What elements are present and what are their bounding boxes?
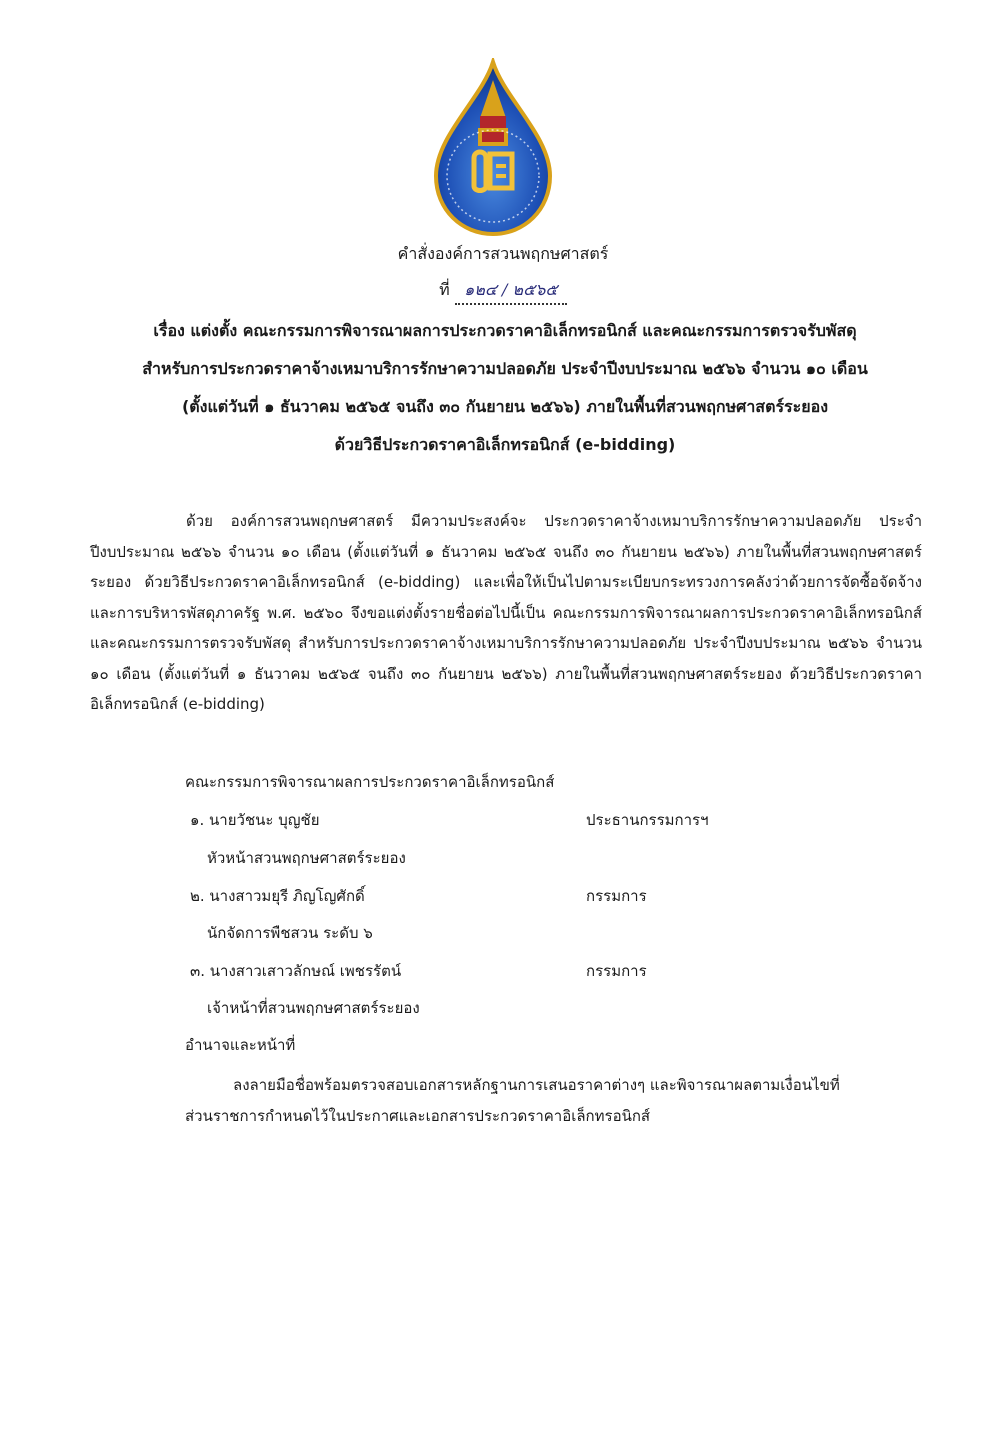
member-3-name: ๓. นางสาวเสาวลักษณ์ เพชรรัตน์ bbox=[190, 962, 402, 980]
order-number-handwritten: ๑๒๔ / ๒๕๖๕ bbox=[455, 278, 567, 305]
botanical-garden-organization-logo bbox=[430, 58, 556, 238]
duties-heading: อำนาจและหน้าที่ bbox=[185, 1036, 296, 1054]
body-paragraph-1: ด้วย องค์การสวนพฤกษศาสตร์ มีความประสงค์จะ ประกวดราคาจ้างเหมาบริการรักษาความปลอดภัย ประจำปีงบประมาณ ๒๕๖๖ จำนวน ๑๐ เดือน (ตั้งแต่วันที่ ๑ ธันวาคม ๒๕๖๕ จนถึง ๓๐ กันยายน ๒๕๖๖) ภายในพื้นที่สวนพฤกษศาสตร์ระยอง ด้วยวิธีประกวดราคาอิเล็กทรอนิกส์ (e-bidding) และเพื่อให้เป็นไปตามระเบียบกระทรวงการคลังว่าด้วยการจัดซื้อจัดจ้าง และการบริหารพัสดุภาครัฐ พ.ศ. ๒๕๖๐ จึงขอแต่งตั้งรายชื่อต่อไปนี้เป็น คณะกรรมการพิจารณาผลการประกวดราคาอิเล็กทรอนิกส์ และคณะกรรมการตรวจรับพัสดุ สำหรับการประกวดราคาจ้างเหมาบริการรักษาความปลอดภัย ประจำปีงบประมาณ ๒๕๖๖ จำนวน ๑๐ เดือน (ตั้งแต่วันที่ ๑ ธันวาคม ๒๕๖๕ จนถึง ๓๐ กันยายน ๒๕๖๖) ภายในพื้นที่สวนพฤกษศาสตร์ระยอง ด้วยวิธีประกวดราคาอิเล็กทรอนิกส์ (e-bidding) bbox=[90, 512, 922, 713]
member-1-name: ๑. นายวัชนะ บุญชัย bbox=[190, 811, 320, 829]
member-2-name: ๒. นางสาวมยุรี ภิญโญศักดิ์ bbox=[190, 887, 365, 905]
member-1-position: หัวหน้าสวนพฤกษศาสตร์ระยอง bbox=[207, 849, 406, 867]
member-3-role: กรรมการ bbox=[586, 962, 647, 980]
committee-heading: คณะกรรมการพิจารณาผลการประกวดราคาอิเล็กทรอนิกส์ bbox=[185, 773, 555, 791]
subject-line-4: ด้วยวิธีประกวดราคาอิเล็กทรอนิกส์ (e-bidding) bbox=[334, 435, 676, 454]
duties-line-1: ลงลายมือชื่อพร้อมตรวจสอบเอกสารหลักฐานการเสนอราคาต่างๆ และพิจารณาผลตามเงื่อนไขที่ bbox=[233, 1076, 840, 1094]
duties-line-2: ส่วนราชการกำหนดไว้ในประกาศและเอกสารประกวดราคาอิเล็กทรอนิกส์ bbox=[185, 1106, 651, 1125]
member-3-position: เจ้าหน้าที่สวนพฤกษศาสตร์ระยอง bbox=[207, 999, 420, 1017]
duties-paragraph bbox=[185, 1070, 921, 1131]
subject-line-1: เรื่อง แต่งตั้ง คณะกรรมการพิจารณาผลการประกวดราคาอิเล็กทรอนิกส์ และคณะกรรมการตรวจรับพัสดุ bbox=[153, 321, 857, 340]
member-1-role: ประธานกรรมการฯ bbox=[586, 811, 709, 829]
member-2-position: นักจัดการพืชสวน ระดับ ๖ bbox=[207, 924, 373, 942]
subject-line-3: (ตั้งแต่วันที่ ๑ ธันวาคม ๒๕๖๕ จนถึง ๓๐ กันยายน ๒๕๖๖) ภายในพื้นที่สวนพฤกษศาสตร์ระยอง bbox=[181, 397, 829, 416]
order-number-row bbox=[0, 278, 1006, 305]
order-title: คำสั่งองค์การสวนพฤกษศาสตร์ bbox=[397, 244, 609, 263]
member-2-role: กรรมการ bbox=[586, 887, 647, 905]
order-number-label: ที่ bbox=[439, 280, 450, 299]
subject-block bbox=[90, 312, 920, 464]
subject-line-2: สำหรับการประกวดราคาจ้างเหมาบริการรักษาความปลอดภัย ประจำปีงบประมาณ ๒๕๖๖ จำนวน ๑๐ เดือน bbox=[142, 359, 868, 378]
